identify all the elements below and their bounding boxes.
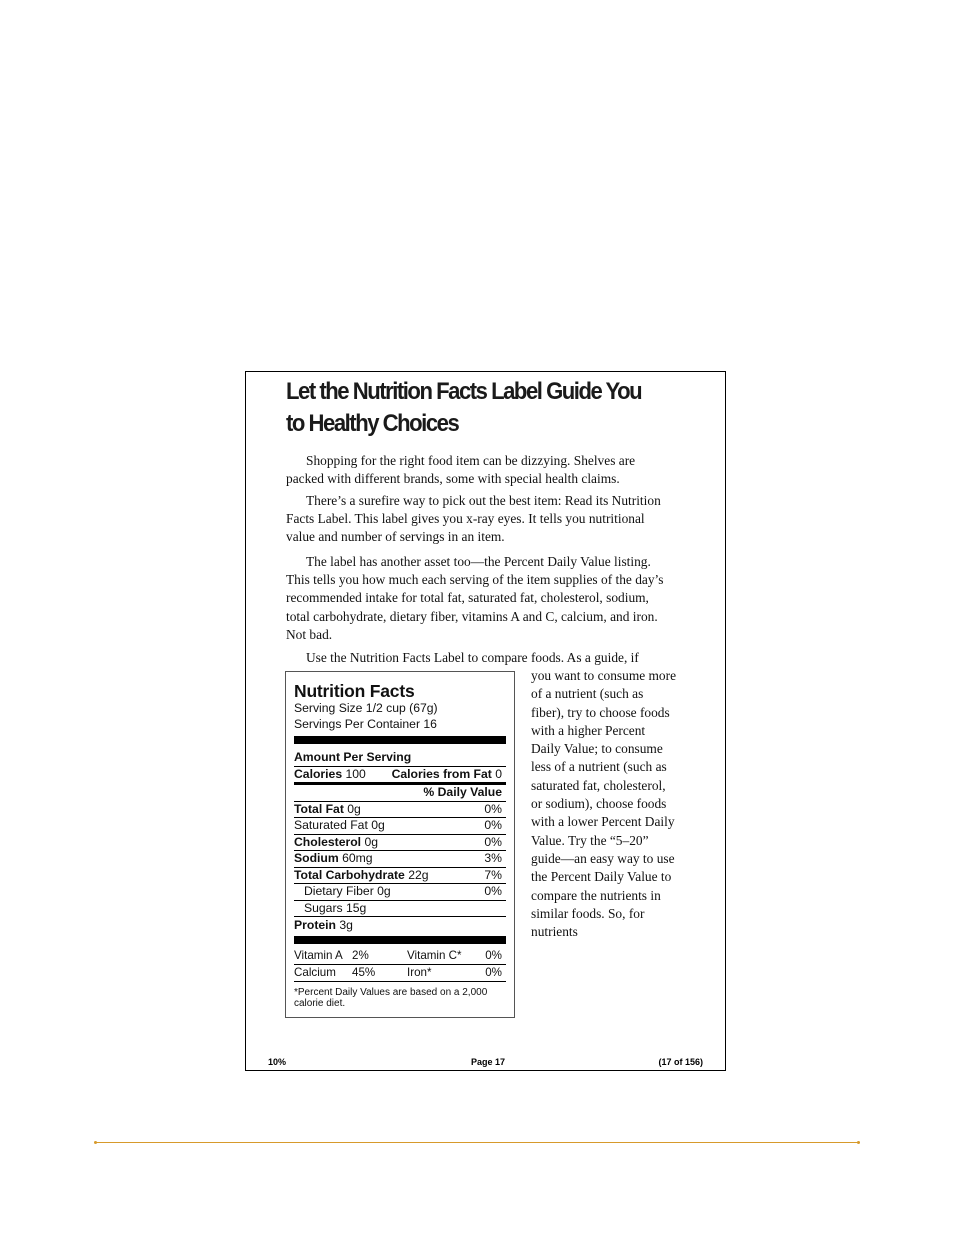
title-line-2: to Healthy Choices [286, 410, 459, 437]
paragraph-4: Use the Nutrition Facts Label to compare foods. As a guide, if [306, 650, 639, 665]
nutrient-row-sodium: Sodium 60mg 3% [294, 851, 506, 868]
thick-divider [294, 736, 506, 744]
paragraph-2: There’s a surefire way to pick out the best item: Read its Nutrition Facts Label. This label gives you x-ray eyes. It tells you nutritional value and number of servings in an item. [286, 493, 661, 545]
calories-fat-label: Calories from Fat [391, 766, 492, 781]
title-line-1: Let the Nutrition Facts Label Guide You [286, 378, 642, 405]
nutrient-row-protein: Protein 3g [294, 918, 353, 932]
vitamin-row-2: Calcium 45% Iron* 0% [294, 965, 506, 982]
amount-per-serving: Amount Per Serving [294, 750, 506, 767]
calories-row [294, 767, 506, 786]
nutrient-row-total-fat: Total Fat 0g 0% [294, 802, 506, 819]
daily-value-header: % Daily Value [294, 785, 506, 802]
nutrient-row-sugars: Sugars 15g [294, 901, 506, 918]
page-title [286, 376, 672, 440]
serving-size: Serving Size 1/2 cup (67g) [294, 701, 438, 715]
calories-value: 100 [345, 766, 366, 781]
thick-divider-2 [294, 936, 506, 944]
paragraph-3: The label has another asset too—the Percent Daily Value listing. This tells you how much each serving of the item supplies of the day’s recommended intake for total fat, saturated fat, cholesterol, sodium, total carbohydrate, dietary fiber, vitamins A and C, calcium, and iron. Not bad. [286, 554, 664, 642]
nutrient-row-total-carbohydrate: Total Carbohydrate 22g 7% [294, 868, 506, 885]
nutrient-row-cholesterol: Cholesterol 0g 0% [294, 835, 506, 852]
daily-value-footnote: *Percent Daily Values are based on a 2,000 calorie diet. [294, 986, 488, 1009]
servings-per-container: Servings Per Container 16 [294, 716, 437, 731]
reading-progress: 10% [268, 1057, 287, 1067]
vitamin-row-1: Vitamin A 2% Vitamin C* 0% [294, 948, 506, 965]
nutrition-facts-title: Nutrition Facts [294, 681, 415, 701]
paragraph-1: Shopping for the right food item can be dizzying. Shelves are packed with different brands, some with special health claims. [286, 453, 636, 487]
side-column-text: you want to consume more of a nutrient (such as fiber), try to choose foods with a higher Percent Daily Value; to consume less of a nutrient (such as saturated fat, cholesterol, or sodium), choose foods with a lower Percent Daily Value. Try the “5–20” guide—an easy way to use the Percent Daily Value to compare the nutrients in similar foods. So, for nutrients [531, 668, 677, 940]
calories-label: Calories [294, 766, 343, 781]
page-count: (17 of 156) [658, 1057, 703, 1067]
nutrient-row-saturated-fat: Saturated Fat 0g 0% [294, 818, 506, 835]
horizontal-rule [95, 1142, 859, 1143]
calories-fat-value: 0 [495, 766, 502, 781]
ebook-page [245, 371, 726, 1071]
nutrition-facts-label [285, 671, 515, 1018]
page-number: Page 17 [471, 1057, 506, 1067]
nutrient-row-dietary-fiber: Dietary Fiber 0g 0% [294, 884, 506, 901]
